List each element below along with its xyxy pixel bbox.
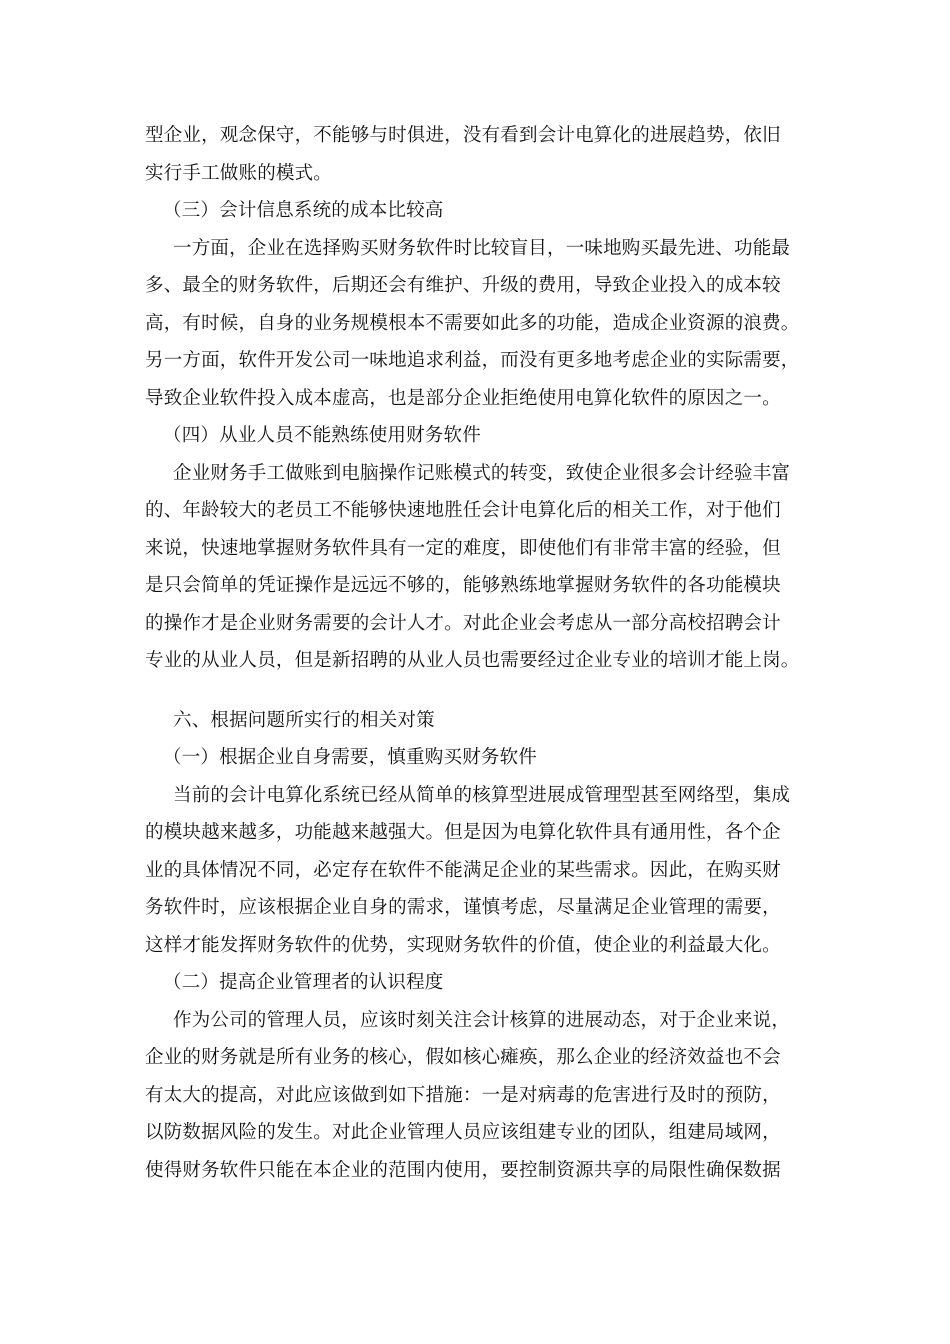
subsection-heading: （一）根据企业自身需要，慎重购买财务软件 [163, 747, 538, 768]
body-line: 有太大的提高，对此应该做到如下措施：一是对病毒的危害进行及时的预防， [145, 1085, 781, 1106]
paragraph-first-line: 作为公司的管理人员，应该时刻关注会计核算的进展动态，对于企业来说， [173, 1010, 791, 1031]
body-line: 是只会简单的凭证操作是远远不够的，能够熟练地掌握财务软件的各功能模块 [145, 575, 781, 596]
body-line: 以防数据风险的发生。对此企业管理人员应该组建专业的团队，组建局域网， [145, 1122, 781, 1143]
body-line: 多、最全的财务软件，后期还会有维护、升级的费用，导致企业投入的成本较 [145, 275, 781, 296]
paragraph-first-line: 当前的会计电算化系统已经从简单的核算型进展成管理型甚至网络型，集成 [173, 785, 791, 806]
body-line: 的操作才是企业财务需要的会计人才。对此企业会考虑从一部分高校招聘会计 [145, 613, 781, 634]
body-line: 专业的从业人员，但是新招聘的从业人员也需要经过企业专业的培训才能上岗。 [145, 650, 800, 671]
subsection-heading: （三）会计信息系统的成本比较高 [163, 200, 444, 221]
body-line: 的模块越来越多，功能越来越强大。但是因为电算化软件具有通用性，各个企 [145, 822, 781, 843]
body-line: 实行手工做账的模式。 [145, 163, 333, 184]
body-line: 这样才能发挥财务软件的优势，实现财务软件的价值，使企业的利益最大化。 [145, 935, 781, 956]
body-line: 导致企业软件投入成本虚高，也是部分企业拒绝使用电算化软件的原因之一。 [145, 388, 781, 409]
body-line: 业的具体情况不同，必定存在软件不能满足企业的某些需求。因此，在购买财 [145, 860, 781, 881]
body-line: 另一方面，软件开发公司一味地追求利益，而没有更多地考虑企业的实际需要， [145, 350, 800, 371]
body-line: 企业的财务就是所有业务的核心，假如核心瘫痪，那么企业的经济效益也不会 [145, 1047, 781, 1068]
subsection-heading: （二）提高企业管理者的认识程度 [163, 972, 444, 993]
section-heading: 六、根据问题所实行的相关对策 [173, 710, 435, 731]
body-line: 高，有时候，自身的业务规模根本不需要如此多的功能，造成企业资源的浪费。 [145, 313, 800, 334]
paragraph-first-line: 企业财务手工做账到电脑操作记账模式的转变，致使企业很多会计经验丰富 [173, 463, 791, 484]
body-line: 型企业，观念保守，不能够与时俱进，没有看到会计电算化的进展趋势，依旧 [145, 125, 781, 146]
body-line: 务软件时，应该根据企业自身的需求，谨慎考虑，尽量满足企业管理的需要， [145, 897, 781, 918]
body-line: 的、年龄较大的老员工不能够快速地胜任会计电算化后的相关工作，对于他们 [145, 500, 781, 521]
paragraph-first-line: 一方面，企业在选择购买财务软件时比较盲目，一味地购买最先进、功能最 [173, 238, 791, 259]
body-line: 使得财务软件只能在本企业的范围内使用，要控制资源共享的局限性确保数据 [145, 1160, 781, 1181]
body-line: 来说，快速地掌握财务软件具有一定的难度，即使他们有非常丰富的经验，但 [145, 538, 781, 559]
subsection-heading: （四）从业人员不能熟练使用财务软件 [163, 425, 481, 446]
